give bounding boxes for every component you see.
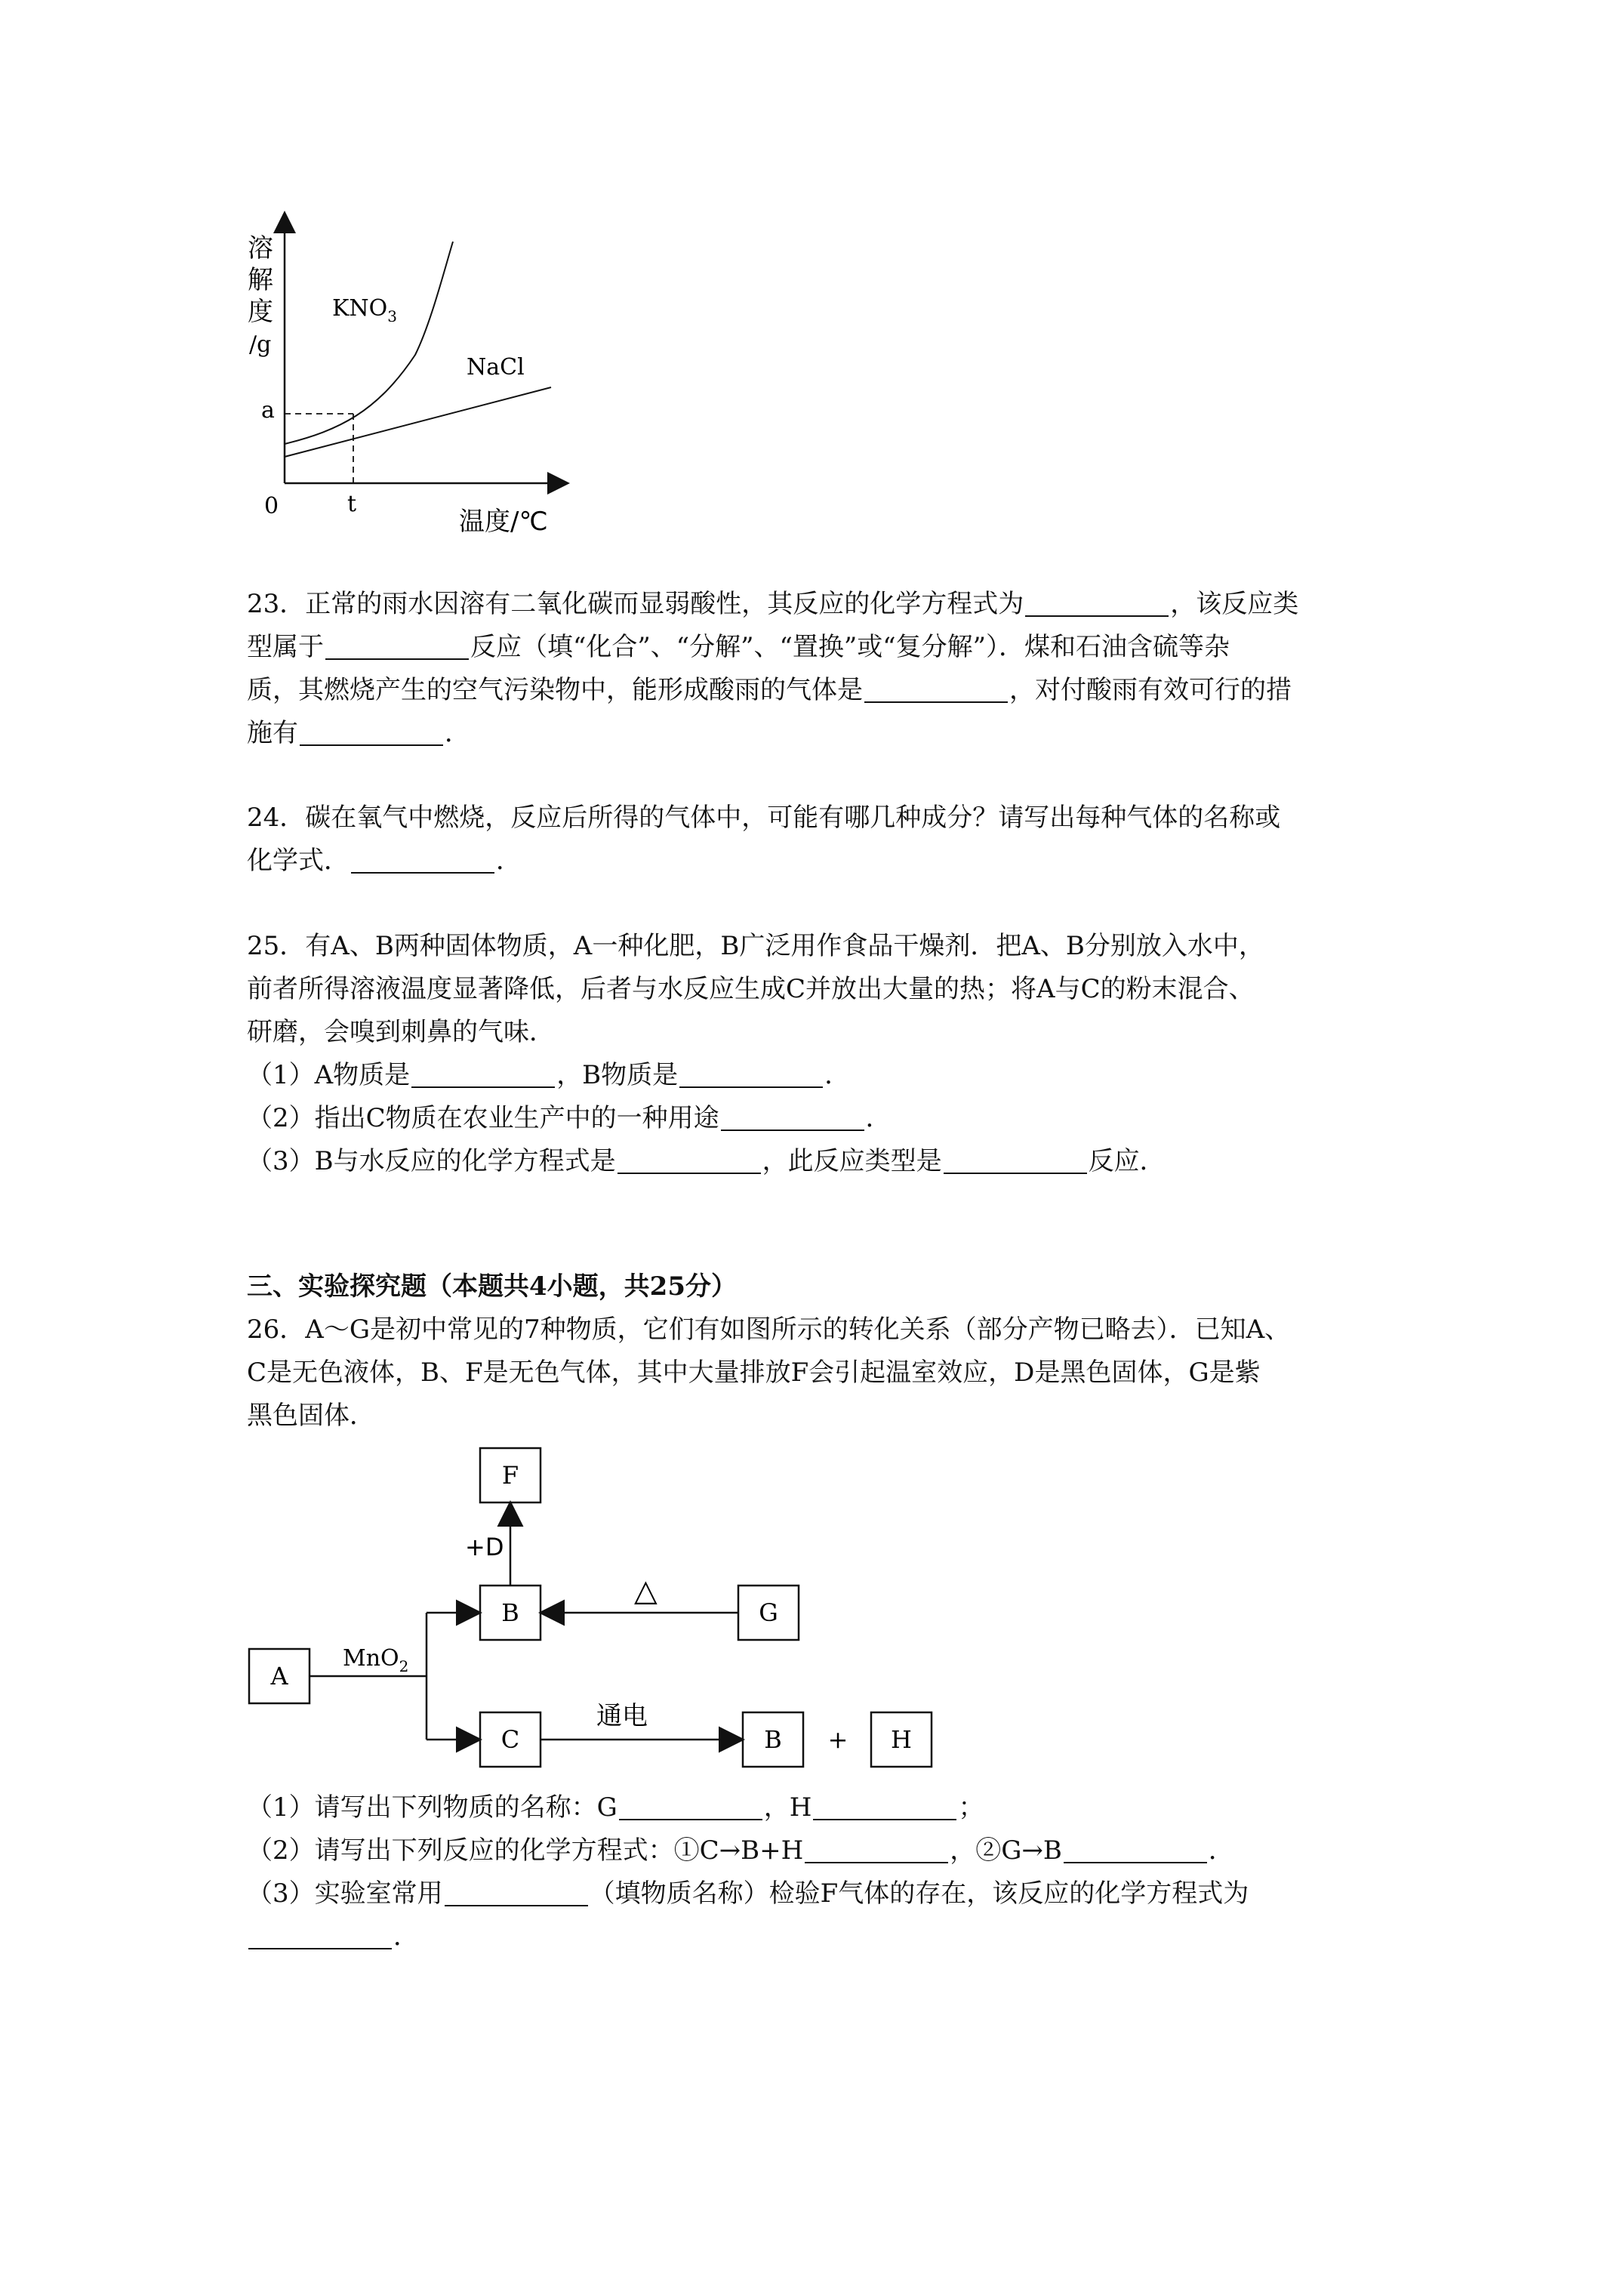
question-25 — [247, 925, 1394, 1183]
question-26 — [247, 1308, 1394, 1438]
nacl-label: NaCl — [467, 354, 525, 381]
q25-sub-1: ． — [824, 1060, 851, 1090]
q26-blank-h[interactable] — [813, 1795, 956, 1820]
q24-text: 化学式． — [247, 846, 350, 876]
q25-blank-type[interactable] — [944, 1148, 1087, 1174]
question-26-subs — [247, 1786, 1394, 1959]
label-plus-d: +D — [465, 1533, 504, 1561]
q25-text: 研磨，会嗅到刺鼻的气味． — [247, 1017, 555, 1047]
section-3-heading: 三、实验探究题（本题共4小题，共25分） — [247, 1271, 737, 1302]
q23-blank-type[interactable] — [325, 634, 469, 660]
q25-sub-2: ． — [865, 1103, 892, 1133]
q25-sub-3: ，此反应类型是 — [762, 1146, 942, 1176]
q26-sub-1: ； — [958, 1792, 984, 1823]
q26-text: 黑色固体． — [247, 1401, 375, 1431]
q23-text: 质，其燃烧产生的空气污染物中，能形成酸雨的气体是 — [247, 675, 863, 705]
q24-text: ． — [496, 846, 522, 876]
q25-blank-a[interactable] — [411, 1062, 555, 1088]
label-f: F — [501, 1461, 519, 1490]
label-b: B — [501, 1598, 519, 1627]
q26-sub-1: ，H — [763, 1792, 812, 1823]
nacl-line — [285, 387, 551, 457]
q26-blank-eq1[interactable] — [805, 1838, 948, 1863]
q23-text: 反应（填“化合”、“分解”、“置换”或“复分解”）．煤和石油含硫等杂 — [470, 632, 1230, 662]
q26-sub-2: ． — [1208, 1835, 1234, 1866]
y-axis-char-2: 解 — [248, 265, 273, 295]
q25-text: 25．有A、B两种固体物质，A一种化肥，B广泛用作食品干燥剂．把A、B分别放入水中， — [247, 931, 1264, 961]
q23-text: 施有 — [247, 718, 298, 748]
q25-blank-b[interactable] — [679, 1062, 823, 1088]
q23-blank-measure[interactable] — [300, 720, 443, 746]
label-b2: B — [764, 1725, 782, 1754]
label-c: C — [500, 1725, 520, 1754]
q23-blank-gas[interactable] — [864, 677, 1008, 703]
q23-text: 23．正常的雨水因溶有二氧化碳而显弱酸性，其反应的化学方程式为 — [247, 589, 1024, 619]
question-24 — [247, 797, 1394, 883]
q26-blank-reagent[interactable] — [445, 1881, 588, 1906]
label-h: H — [891, 1725, 912, 1754]
q25-sub-1: ，B物质是 — [556, 1060, 679, 1090]
label-heat: △ — [634, 1573, 658, 1608]
q25-sub-3: （3）B与水反应的化学方程式是 — [247, 1146, 616, 1176]
q26-sub-1: （1）请写出下列物质的名称：G — [247, 1792, 617, 1823]
q25-blank-use[interactable] — [721, 1105, 864, 1131]
label-plus: + — [827, 1725, 848, 1754]
q25-blank-equation[interactable] — [617, 1148, 761, 1174]
q25-text: 前者所得溶液温度显著降低，后者与水反应生成C并放出大量的热；将A与C的粉末混合、 — [247, 974, 1255, 1004]
a-label: a — [261, 397, 275, 424]
label-a: A — [270, 1662, 288, 1690]
q24-blank-answer[interactable] — [351, 848, 494, 874]
x-axis-label: 温度/℃ — [459, 507, 548, 537]
q26-blank-equation[interactable] — [248, 1924, 392, 1949]
q26-blank-eq2[interactable] — [1064, 1838, 1207, 1863]
kno3-label: $KNO_3$ — [332, 295, 397, 325]
q26-sub-3: ． — [393, 1922, 419, 1952]
q26-blank-g[interactable] — [619, 1795, 762, 1820]
y-axis-char-1: 溶 — [248, 233, 273, 264]
q23-text: ． — [445, 718, 470, 748]
q26-sub-3: （3）实验室常用 — [247, 1878, 443, 1909]
q26-sub-2: ，②G→B — [950, 1835, 1062, 1866]
q26-text: C是无色液体，B、F是无色气体，其中大量排放F会引起温室效应，D是黑色固体，G是紫 — [247, 1358, 1261, 1388]
q25-sub-2: （2）指出C物质在农业生产中的一种用途 — [247, 1103, 719, 1133]
q23-text: ，该反应类 — [1170, 589, 1299, 619]
label-mno2: MnO$_2$ — [343, 1645, 409, 1675]
conversion-diagram — [242, 1442, 966, 1789]
label-electrolysis: 通电 — [596, 1701, 648, 1731]
q26-sub-3: （填物质名称）检验F气体的存在，该反应的化学方程式为 — [589, 1878, 1249, 1909]
q23-blank-equation[interactable] — [1025, 591, 1169, 617]
question-23 — [247, 583, 1394, 755]
y-axis-unit: /g — [249, 331, 272, 358]
q26-text: 26．A～G是初中常见的7种物质，它们有如图所示的转化关系（部分产物已略去）．已知A、 — [247, 1314, 1291, 1345]
t-label: t — [347, 491, 357, 517]
q23-text: 型属于 — [247, 632, 324, 662]
origin-label: 0 — [264, 493, 279, 519]
y-axis-char-3: 度 — [248, 297, 273, 327]
q26-sub-2: （2）请写出下列反应的化学方程式：①C→B+H — [247, 1835, 804, 1866]
q25-sub-1: （1）A物质是 — [247, 1060, 411, 1090]
label-g: G — [759, 1598, 778, 1627]
solubility-graph — [226, 204, 589, 544]
q24-text: 24．碳在氧气中燃烧，反应后所得的气体中，可能有哪几种成分？请写出每种气体的名称或 — [247, 803, 1281, 833]
q23-text: ，对付酸雨有效可行的措 — [1009, 675, 1292, 705]
q25-sub-3: 反应． — [1088, 1146, 1166, 1176]
